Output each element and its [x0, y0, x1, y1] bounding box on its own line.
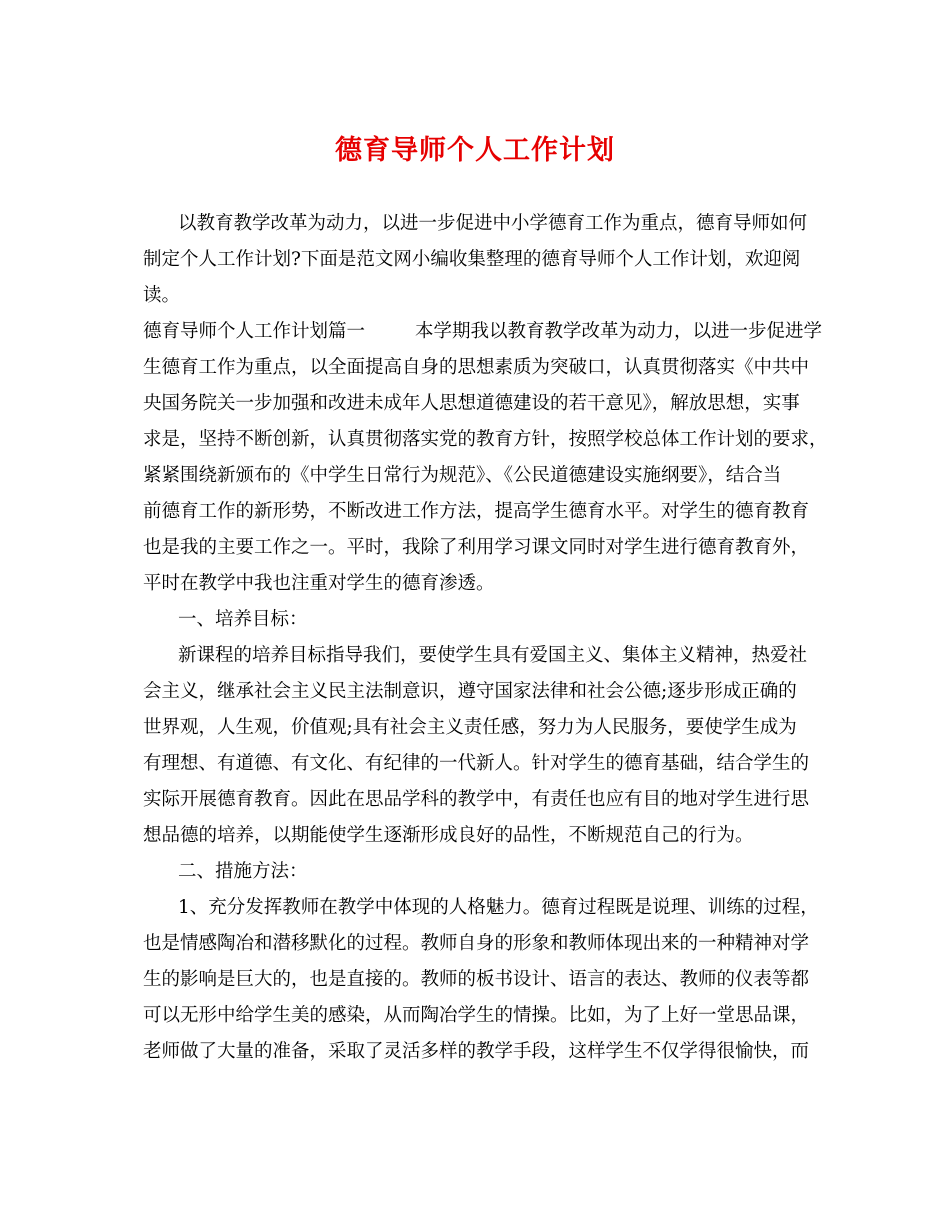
- subheading-objectives: 一、培养目标：: [178, 609, 308, 630]
- text-line: 也是情感陶冶和潜移默化的过程。教师自身的形象和教师体现出来的一种精神对学: [143, 933, 810, 954]
- section-heading-line: [143, 320, 822, 344]
- text-line: 世界观，人生观，价值观;具有社会主义责任感，努力为人民服务，要使学生成为: [143, 717, 797, 738]
- text-line: 1、充分发挥教师在教学中体现的人格魅力。德育过程既是说理、训练的过程，: [178, 897, 819, 918]
- text-line: 制定个人工作计划?下面是范文网小编收集整理的德育导师个人工作计划，欢迎阅: [143, 249, 801, 270]
- section-first-line: 本学期我以教育教学改革为动力，以进一步促进学: [415, 321, 823, 342]
- text-line: 前德育工作的新形势，不断改进工作方法，提高学生德育水平。对学生的德育教育: [143, 501, 810, 522]
- section-heading: 德育导师个人工作计划篇一: [143, 321, 366, 342]
- text-line: 也是我的主要工作之一。平时，我除了利用学习课文同时对学生进行德育教育外，: [143, 537, 810, 558]
- text-line: 央国务院关一步加强和改进未成年人思想道德建设的若干意见》，解放思想，实事: [143, 393, 800, 414]
- text-line: 老师做了大量的准备，采取了灵活多样的教学手段，这样学生不仅学得很愉快，而: [143, 1041, 810, 1062]
- text-line: 会主义，继承社会主义民主法制意识，遵守国家法律和社会公德;逐步形成正确的: [143, 681, 797, 702]
- text-line: 新课程的培养目标指导我们，要使学生具有爱国主义、集体主义精神，热爱社: [178, 645, 808, 666]
- text-line: 平时在教学中我也注重对学生的德育渗透。: [143, 573, 495, 594]
- text-line: 紧紧围绕新颁布的《中学生日常行为规范》、《公民道德建设实施纲要》，结合当: [143, 465, 782, 486]
- text-line: 实际开展德育教育。因此在思品学科的教学中，有责任也应有目的地对学生进行思: [143, 789, 810, 810]
- page-title: 德育导师个人工作计划: [335, 135, 615, 166]
- subheading-measures: 二、措施方法：: [178, 861, 308, 882]
- text-line: 求是，坚持不断创新，认真贯彻落实党的教育方针，按照学校总体工作计划的要求，: [143, 429, 828, 450]
- text-line: 生的影响是巨大的，也是直接的。教师的板书设计、语言的表达、教师的仪表等都: [143, 969, 810, 990]
- text-line: 读。: [143, 285, 181, 306]
- text-line: 以教育教学改革为动力，以进一步促进中小学德育工作为重点，德育导师如何: [178, 213, 808, 234]
- text-line: 有理想、有道德、有文化、有纪律的一代新人。针对学生的德育基础，结合学生的: [143, 753, 810, 774]
- text-line: 想品德的培养，以期能使学生逐渐形成良好的品性，不断规范自己的行为。: [143, 825, 754, 846]
- text-line: 生德育工作为重点，以全面提高自身的思想素质为突破口，认真贯彻落实《中共中: [143, 357, 810, 378]
- text-line: 可以无形中给学生美的感染，从而陶冶学生的情操。比如，为了上好一堂思品课，: [143, 1005, 810, 1026]
